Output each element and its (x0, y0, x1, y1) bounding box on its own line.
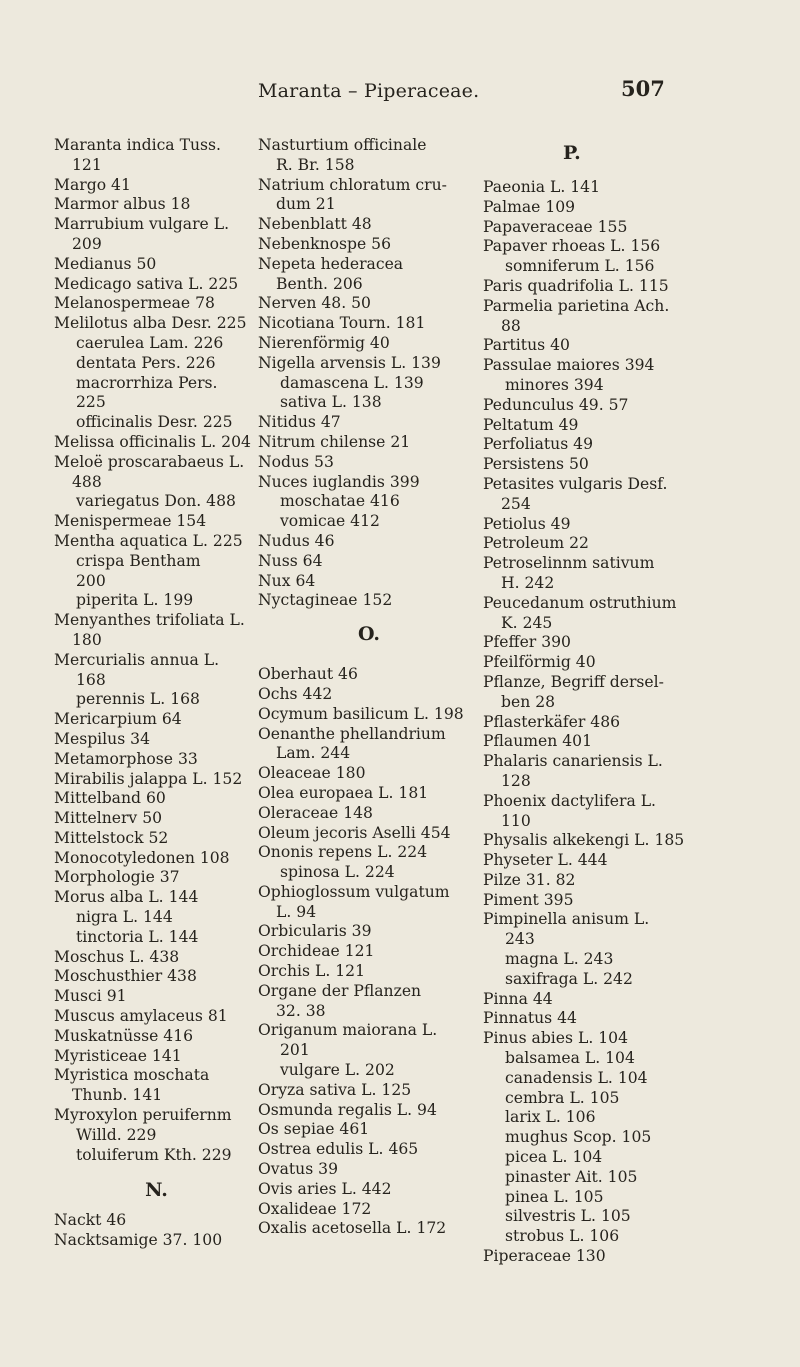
index-entry: Nuss 64 (258, 551, 323, 570)
index-entry: Melilotus alba Desr. 225 (54, 314, 247, 333)
index-subentry: pinea L. 105 (505, 1187, 604, 1206)
index-entry: Mentha aquatica L. 225 (54, 531, 243, 550)
index-subentry: balsamea L. 104 (505, 1049, 635, 1068)
index-entry: Moschusthier 438 (54, 967, 197, 986)
index-subentry: R. Br. 158 (276, 155, 355, 174)
index-entry: Muskatnüsse 416 (54, 1026, 194, 1045)
index-entry: Nasturtium officinale (258, 136, 427, 154)
index-entry: Ocymum basilicum L. 198 (258, 704, 464, 723)
index-entry: Oxalis acetosella L. 172 (258, 1219, 447, 1238)
index-entry: Mespilus 34 (54, 729, 150, 748)
index-subentry: tinctoria L. 144 (76, 927, 199, 946)
index-entry: Mittelstock 52 (54, 828, 169, 847)
index-entry: Olea europaea L. 181 (258, 783, 429, 802)
index-entry: Os sepiae 461 (258, 1120, 370, 1139)
index-subentry: Benth. 206 (276, 274, 363, 293)
index-entry: Oleaceae 180 (258, 764, 366, 783)
index-entry: Nerven 48. 50 (258, 294, 371, 313)
index-subentry: silvestris L. 105 (505, 1207, 631, 1226)
index-entry: Mirabilis jalappa L. 152 (54, 769, 243, 788)
index-entry: Phoenix dactylifera L. (483, 791, 657, 810)
index-entry: Petroleum 22 (483, 534, 589, 553)
index-entry: Mittelband 60 (54, 789, 166, 808)
index-entry: Ovatus 39 (258, 1160, 339, 1179)
index-subentry: saxifraga L. 242 (505, 969, 633, 988)
index-entry: Orbicularis 39 (258, 922, 372, 941)
index-entry: Perfoliatus 49 (483, 435, 594, 454)
index-entry: Nicotiana Tourn. 181 (258, 314, 426, 333)
index-subentry: somniferum L. 156 (505, 257, 655, 276)
index-entry: Peltatum 49 (483, 415, 579, 434)
index-subentry: H. 242 (501, 573, 555, 592)
index-subentry: 168 (76, 670, 106, 689)
index-subentry: crispa Bentham (76, 551, 201, 570)
index-entry: Mittelnerv 50 (54, 809, 163, 828)
index-entry: Oleum jecoris Aselli 454 (258, 823, 451, 842)
index-entry: Petroselinnm sativum (483, 554, 655, 573)
page-number: 507 (621, 76, 665, 101)
index-entry: Nackt 46 (54, 1211, 127, 1230)
index-subentry: perennis L. 168 (76, 690, 200, 709)
index-entry: Moschus L. 438 (54, 947, 180, 966)
index-entry: Passulae maiores 394 (483, 356, 655, 375)
index-subentry: minores 394 (505, 375, 604, 394)
index-subentry: 32. 38 (276, 1001, 326, 1020)
index-subentry: 254 (501, 494, 531, 513)
index-column-middle (258, 136, 480, 1239)
index-entry: Petiolus 49 (483, 514, 571, 533)
index-subentry: magna L. 243 (505, 950, 614, 969)
index-subentry: Lam. 244 (276, 744, 351, 763)
index-subentry: cembra L. 105 (505, 1088, 620, 1107)
index-subentry: 201 (280, 1041, 310, 1060)
index-entry: Ophioglossum vulgatum (258, 882, 450, 901)
index-entry: Nierenförmig 40 (258, 333, 390, 352)
index-entry: Musci 91 (54, 987, 127, 1006)
index-subentry: variegatus Don. 488 (76, 492, 236, 511)
index-column-right (483, 136, 719, 1267)
index-entry: Persistens 50 (483, 455, 589, 474)
index-entry: Melanospermeae 78 (54, 294, 215, 313)
index-entry: Natrium chloratum cru- (258, 175, 447, 194)
index-entry: Myristiceae 141 (54, 1046, 182, 1065)
index-entry: Orchideae 121 (258, 942, 375, 961)
index-subentry: vulgare L. 202 (280, 1061, 395, 1080)
index-entry: Pfeffer 390 (483, 633, 571, 652)
index-entry: Ononis repens L. 224 (258, 843, 428, 862)
index-entry: Papaver rhoeas L. 156 (483, 237, 661, 256)
index-subentry: K. 245 (501, 613, 553, 632)
index-subentry: pinaster Ait. 105 (505, 1167, 638, 1186)
index-subentry: 488 (72, 472, 102, 491)
index-subentry: 200 (76, 571, 106, 590)
index-entry: Ostrea edulis L. 465 (258, 1140, 419, 1159)
index-entry: Nodus 53 (258, 452, 334, 471)
index-entry: Marrubium vulgare L. (54, 215, 230, 234)
index-entry: Morphologie 37 (54, 868, 180, 887)
running-head: Maranta – Piperaceae. (258, 80, 480, 102)
index-subentry: L. 94 (276, 902, 317, 921)
index-entry: Margo 41 (54, 175, 131, 194)
index-entry: Nebenblatt 48 (258, 215, 372, 234)
index-entry: Mercurialis annua L. (54, 650, 220, 669)
index-subentry: picea L. 104 (505, 1148, 603, 1167)
index-subentry: toluiferum Kth. 229 (76, 1145, 232, 1164)
index-entry: Phalaris canariensis L. (483, 752, 663, 771)
index-entry: Metamorphose 33 (54, 749, 198, 768)
index-entry: Organe der Pflanzen (258, 981, 422, 1000)
index-entry: Partitus 40 (483, 336, 570, 355)
index-subentry: dentata Pers. 226 (76, 353, 216, 372)
index-entry: Nacktsamige 37. 100 (54, 1231, 223, 1250)
index-entry: Oryza sativa L. 125 (258, 1080, 412, 1099)
index-entry: Pedunculus 49. 57 (483, 395, 629, 414)
index-entry: Ochs 442 (258, 684, 333, 703)
index-entry: Nitrum chilense 21 (258, 432, 411, 451)
index-entry: Nigella arvensis L. 139 (258, 353, 441, 372)
index-subentry: vomicae 412 (280, 512, 380, 531)
index-entry: Physalis alkekengi L. 185 (483, 831, 685, 850)
index-subentry: strobus L. 106 (505, 1227, 620, 1246)
index-subentry: caerulea Lam. 226 (76, 333, 224, 352)
index-entry: Pinus abies L. 104 (483, 1029, 629, 1048)
index-entry: Piment 395 (483, 890, 574, 909)
index-entry: Pilze 31. 82 (483, 870, 576, 889)
index-entry: Myristica moschata (54, 1066, 210, 1085)
index-subentry: Thunb. 141 (72, 1086, 163, 1105)
index-entry: Piperaceae 130 (483, 1247, 606, 1266)
index-subentry: 128 (501, 771, 531, 790)
index-entry: Nitidus 47 (258, 413, 341, 432)
index-entry: Nyctagineae 152 (258, 591, 393, 610)
index-entry: Paris quadrifolia L. 115 (483, 276, 669, 295)
index-entry: Maranta indica Tuss. (54, 136, 221, 154)
index-entry: Pfeilförmig 40 (483, 653, 596, 672)
index-entry: Nudus 46 (258, 531, 335, 550)
index-entry: Oenanthe phellandrium (258, 724, 446, 743)
index-column-left (54, 136, 259, 1251)
index-subentry: spinosa L. 224 (280, 863, 395, 882)
index-entry: Muscus amylaceus 81 (54, 1007, 228, 1026)
index-subentry: 121 (72, 155, 102, 174)
section-letter: O. (357, 623, 381, 646)
index-subentry: ben 28 (501, 692, 556, 711)
index-subentry: piperita L. 199 (76, 591, 194, 610)
index-subentry: Willd. 229 (76, 1125, 157, 1144)
index-entry: Pflanze, Begriff dersel- (483, 672, 664, 691)
index-entry: Pinna 44 (483, 989, 553, 1008)
index-entry: Petasites vulgaris Desf. (483, 474, 668, 493)
index-entry: Morus alba L. 144 (54, 888, 199, 907)
index-subentry: 225 (76, 393, 106, 412)
section-letter: P. (563, 142, 581, 164)
index-entry: Physeter L. 444 (483, 851, 608, 870)
index-subentry: 88 (501, 316, 521, 335)
index-entry: Marmor albus 18 (54, 195, 191, 214)
index-entry: Menyanthes trifoliata L. (54, 611, 245, 630)
index-entry: Menispermeae 154 (54, 512, 207, 531)
index-entry: Pflaumen 401 (483, 732, 593, 751)
index-entry: Oxalideae 172 (258, 1199, 372, 1218)
index-subentry: moschatae 416 (280, 492, 400, 511)
index-subentry: mughus Scop. 105 (505, 1128, 652, 1147)
section-letter: N. (145, 1179, 168, 1202)
index-entry: Nebenknospe 56 (258, 234, 392, 253)
index-entry: Mericarpium 64 (54, 710, 182, 729)
index-entry: Pinnatus 44 (483, 1009, 577, 1028)
index-subentry: officinalis Desr. 225 (76, 413, 233, 432)
index-entry: Origanum maiorana L. (258, 1021, 438, 1040)
index-entry: Pflasterkäfer 486 (483, 712, 621, 731)
index-entry: Nepeta hederacea (258, 254, 404, 273)
index-entry: Medicago sativa L. 225 (54, 274, 239, 293)
index-entry: Oberhaut 46 (258, 665, 358, 684)
index-entry: Monocotyledonen 108 (54, 848, 230, 867)
index-subentry: sativa L. 138 (280, 393, 382, 412)
index-subentry: nigra L. 144 (76, 908, 173, 927)
index-entry: Paeonia L. 141 (483, 178, 601, 196)
index-entry: Osmunda regalis L. 94 (258, 1100, 437, 1119)
index-entry: Pimpinella anisum L. (483, 910, 650, 929)
index-subentry: canadensis L. 104 (505, 1068, 648, 1087)
index-entry: Ovis aries L. 442 (258, 1179, 392, 1198)
index-subentry: macrorrhiza Pers. (76, 373, 218, 392)
index-subentry: 243 (505, 930, 535, 949)
index-entry: Peucedanum ostruthium (483, 593, 677, 612)
index-entry: Palmae 109 (483, 197, 576, 216)
index-entry: Medianus 50 (54, 254, 157, 273)
page-header (0, 76, 800, 110)
index-entry: Myroxylon peruifernm (54, 1106, 232, 1125)
index-entry: Parmelia parietina Ach. (483, 296, 670, 315)
index-entry: Melissa officinalis L. 204 (54, 432, 251, 451)
index-entry: Oleraceae 148 (258, 803, 373, 822)
index-subentry: damascena L. 139 (280, 373, 424, 392)
index-subentry: 110 (501, 811, 531, 830)
index-subentry: 180 (72, 630, 102, 649)
index-entry: Nuces iuglandis 399 (258, 472, 420, 491)
index-entry: Nux 64 (258, 571, 316, 590)
index-entry: Papaveraceae 155 (483, 217, 628, 236)
index-entry: Meloë proscarabaeus L. (54, 452, 245, 471)
index-entry: Orchis L. 121 (258, 962, 365, 981)
index-subentry: larix L. 106 (505, 1108, 596, 1127)
index-subentry: dum 21 (276, 195, 336, 214)
index-subentry: 209 (72, 234, 102, 253)
